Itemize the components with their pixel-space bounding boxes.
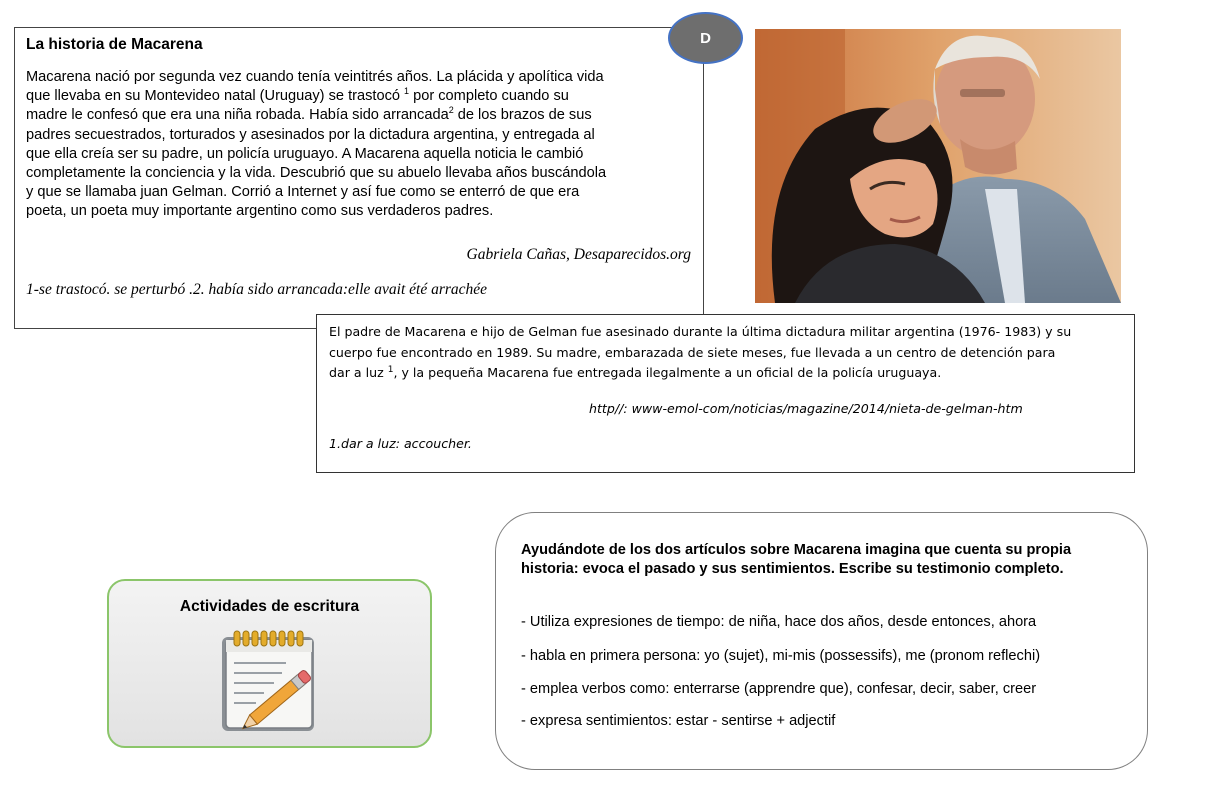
writing-instructions-box bbox=[495, 512, 1148, 770]
article-source: Gabriela Cañas, Desaparecidos.org bbox=[466, 246, 691, 263]
activities-title: Actividades de escritura bbox=[179, 598, 360, 615]
article2-footnote: 1.dar a luz: accoucher. bbox=[329, 436, 472, 451]
article-footnotes: 1-se trastocó. se perturbó .2. había sido arrancada:elle avait été arrachée bbox=[26, 281, 488, 298]
article-title: La historia de Macarena bbox=[26, 36, 203, 53]
article-body bbox=[26, 68, 698, 222]
article-line: por completo cuando su bbox=[409, 88, 569, 105]
article-line: que ella creía ser su padre, un policía uruguayo. A Macarena aquella noticia le cambió bbox=[26, 145, 584, 162]
footnote-ref: 1 bbox=[387, 364, 394, 375]
article2-line: dar a luz bbox=[329, 365, 388, 380]
notepad-pencil-icon bbox=[216, 627, 326, 740]
footnote-ref: 2 bbox=[448, 105, 454, 116]
article-line: que llevaba en su Montevideo natal (Uruguay) se trastocó bbox=[26, 88, 400, 105]
article2-line: , y la pequeña Macarena fue entregada ilegalmente a un oficial de la policía uruguaya. bbox=[393, 365, 942, 380]
instructions-heading: Ayudándote de los dos artículos sobre Macarena imagina que cuenta su propia historia: evoca el pasado y sus sentimientos. Escribe su testimonio completo. bbox=[521, 542, 1072, 577]
instruction-item: - expresa sentimientos: estar - sentirse + adjectif bbox=[521, 713, 836, 729]
article2-body bbox=[329, 322, 1124, 384]
article-line: padres secuestrados, torturados y asesinados por la dictadura argentina, y entregada al bbox=[26, 126, 595, 143]
article2-source-url: http//: www-emol-com/noticias/magazine/2014/nieta-de-gelman-htm bbox=[589, 401, 1023, 416]
section-badge: D bbox=[668, 12, 743, 64]
instruction-item: - habla en primera persona: yo (sujet), mi-mis (possessifs), me (pronom reflechi) bbox=[521, 648, 1041, 664]
article2-line: cuerpo fue encontrado en 1989. Su madre, embarazada de siete meses, fue llevada a un centro de detención para bbox=[329, 344, 1056, 360]
article-line: de los brazos de sus bbox=[453, 107, 592, 124]
article-line: completamente la conciencia y la vida. Descubrió que su abuelo llevaba años buscándola bbox=[26, 165, 607, 182]
article-line: poeta, un poeta muy importante argentino como sus verdaderos padres. bbox=[26, 203, 494, 220]
instruction-item: - emplea verbos como: enterrarse (apprendre que), confesar, decir, saber, creer bbox=[521, 681, 1037, 697]
photo-grandfather-granddaughter bbox=[755, 29, 1121, 303]
writing-activities-box bbox=[107, 579, 432, 748]
article2-line: El padre de Macarena e hijo de Gelman fue asesinado durante la última dictadura militar argentina (1976- 1983) y su bbox=[329, 324, 1072, 339]
footnote-ref: 1 bbox=[404, 86, 410, 97]
article-line: y que se llamaba juan Gelman. Corrió a Internet y así fue como se enterró de que era bbox=[26, 184, 580, 201]
article-macarena-box bbox=[14, 27, 704, 329]
instruction-item: - Utiliza expresiones de tiempo: de niña, hace dos años, desde entonces, ahora bbox=[521, 614, 1037, 630]
article-line: madre le confesó que era una niña robada. Había sido arrancada bbox=[26, 107, 449, 124]
article-gelman-box bbox=[316, 314, 1135, 473]
article-line: Macarena nació por segunda vez cuando tenía veintitrés años. La plácida y apolítica vida bbox=[26, 69, 604, 85]
